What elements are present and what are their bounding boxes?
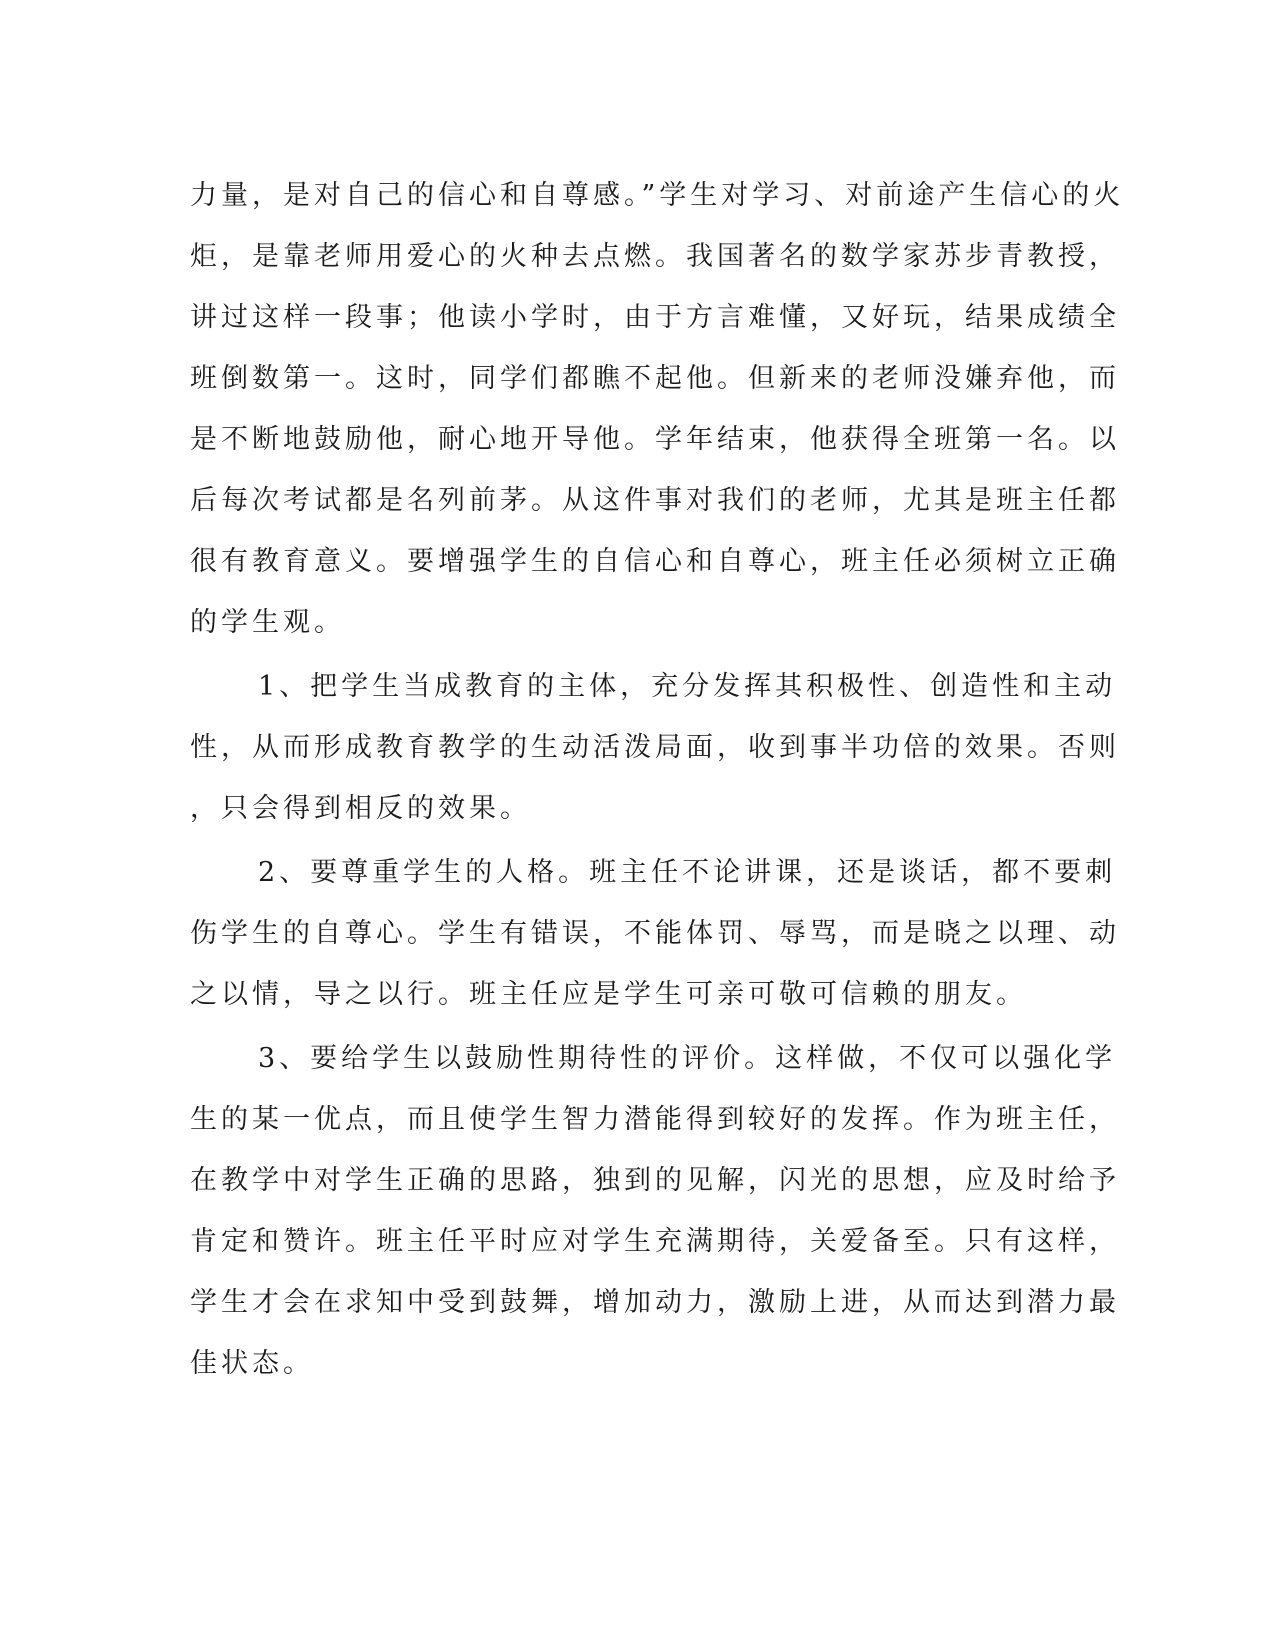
text-line: 很有教育意义。要增强学生的自信心和自尊心，班主任必须树立正确 [190, 546, 1120, 577]
text-line: 肯定和赞许。班主任平时应对学生充满期待，关爱备至。只有这样， [190, 1226, 1120, 1257]
text-line: 性，从而形成教育教学的生动活泼局面，收到事半功倍的效果。否则 [190, 732, 1120, 763]
text-line: 在教学中对学生正确的思路，独到的见解，闪光的思想，应及时给予 [190, 1165, 1120, 1196]
text-line: 炬，是靠老师用爱心的火种去点燃。我国著名的数学家苏步青教授， [190, 241, 1120, 272]
text-line: 讲过这样一段事；他读小学时，由于方言难懂，又好玩，结果成绩全 [190, 302, 1120, 333]
text-line: 生的某一优点，而且使学生智力潜能得到较好的发挥。作为班主任， [190, 1104, 1120, 1135]
text-line: 班倒数第一。这时，同学们都瞧不起他。但新来的老师没嫌弃他，而 [190, 363, 1120, 394]
text-line: 是不断地鼓励他，耐心地开导他。学年结束，他获得全班第一名。以 [190, 424, 1120, 455]
paragraph-3-first-line: 3、要给学生以鼓励性期待性的评价。这样做，不仅可以强化学 [258, 1043, 1117, 1074]
document-body [190, 165, 1125, 1394]
text-line: ，只会得到相反的效果。 [190, 793, 531, 824]
paragraph-2-first-line: 2、要尊重学生的人格。班主任不论讲课，还是谈话，都不要刺 [258, 857, 1117, 888]
text-line: 后每次考试都是名列前茅。从这件事对我们的老师，尤其是班主任都 [190, 485, 1120, 516]
text-line: 力量，是对自己的信心和自尊感。”学生对学习、对前途产生信心的火 [190, 180, 1125, 211]
text-line: 伤学生的自尊心。学生有错误，不能体罚、辱骂，而是晓之以理、动 [190, 918, 1120, 949]
text-line: 的学生观。 [190, 607, 345, 638]
text-line: 佳状态。 [190, 1348, 314, 1379]
paragraph-1-first-line: 1、把学生当成教育的主体，充分发挥其积极性、创造性和主动 [258, 671, 1117, 702]
text-line: 学生才会在求知中受到鼓舞，增加动力，激励上进，从而达到潜力最 [190, 1287, 1120, 1318]
text-line: 之以情，导之以行。班主任应是学生可亲可敬可信赖的朋友。 [190, 979, 1027, 1010]
